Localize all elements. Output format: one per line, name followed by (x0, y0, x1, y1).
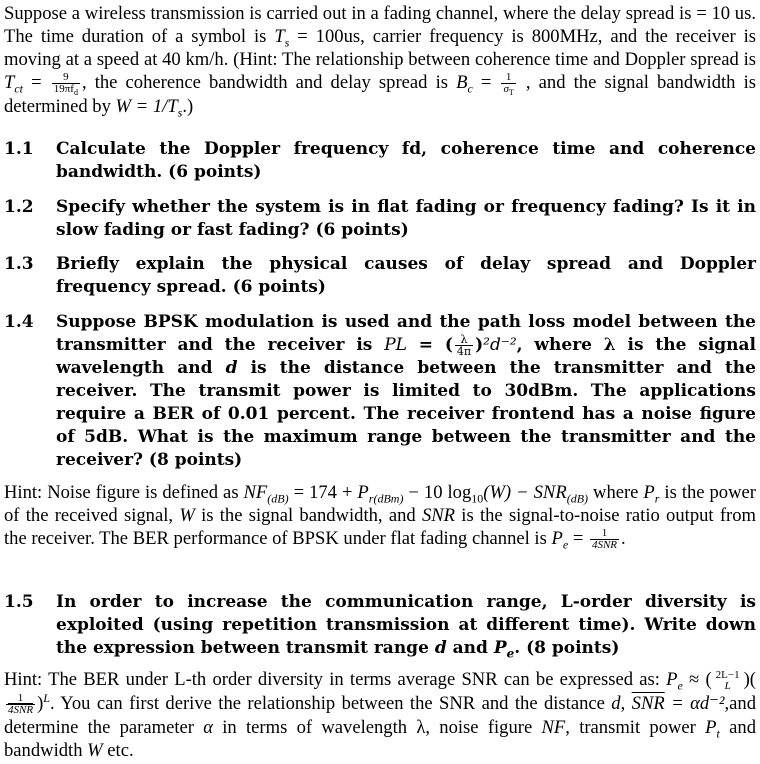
hint-noise-figure (4, 481, 756, 551)
q14-text-b: , where λ is the signal wavelength and (56, 335, 757, 378)
symbol-pr2: P (643, 482, 655, 503)
symbol-d: d (611, 692, 621, 714)
hint2-text-h: and bandwidth (4, 716, 757, 761)
question-number: 1.5 (4, 592, 34, 612)
hint1-text-g: is the signal bandwidth, and (194, 505, 422, 526)
symbol-ts: T (274, 26, 285, 47)
approx-sign: ≈ (682, 669, 706, 690)
tct-fraction-den: 19πf (53, 83, 74, 96)
pl-exponent: ²d⁻² (483, 335, 517, 355)
symbol-pr-sub: r(dBm) (368, 491, 404, 506)
diversity-fraction-num: 1 (6, 693, 35, 705)
symbol-pr: P (357, 482, 369, 503)
q15-text-c: . (8 points) (514, 638, 620, 658)
intro-text-3: , the coherence bandwidth and delay spread is (81, 72, 457, 93)
question-text: Calculate the Doppler frequency fd, coherence time and coherence bandwidth. (6 points) (56, 139, 756, 182)
question-number: 1.3 (4, 254, 34, 274)
symbol-pe-sub: e (506, 646, 515, 661)
symbol-nf: NF (541, 716, 566, 738)
hint2-text-f: in terms of wavelength λ, noise figure (212, 716, 542, 738)
question-1-3 (4, 253, 756, 299)
question-1-5 (4, 591, 756, 660)
question-number: 1.2 (4, 197, 34, 217)
intro-text-1: Suppose a wireless transmission is carried out in a fading channel, where the delay spread is = 10 us. The time duration of a symbol is (4, 3, 756, 47)
hint1-text-d: (W) − SNR (483, 482, 567, 503)
symbol-snr-bar: $\overline{SNR}$ (631, 692, 665, 714)
symbol-w-eq: W = 1/T (115, 96, 178, 118)
hint1-text-e: where (588, 482, 644, 503)
hint2-text-e: ,and determine the parameter (4, 692, 757, 738)
symbol-bc-sub: c (467, 81, 473, 96)
bc-fraction-num: 1 (501, 72, 515, 84)
binomial (714, 670, 742, 692)
binomial-bottom: L (724, 679, 731, 692)
pl-fraction-num: λ (455, 334, 473, 346)
symbol-w: W (179, 505, 195, 526)
tct-fraction (52, 71, 80, 98)
ber-fraction (590, 528, 619, 551)
hint1-text-h: is the signal-to-noise ratio output from the receiver. The BER performance of BPSK under flat fading channel is (4, 505, 756, 549)
q14-text-c: is the distance between the transmitter and the receiver. The transmit power is limited to 30dBm. The applications require a BER of 0.01 percent. The receiver frontend has a noise figure of 5dB. What is the maximum range between the transmitter and the receiver? (8 points) (56, 358, 756, 470)
question-text: Suppose BPSK modulation is used and the path loss model between the transmitter and the receiver is PL = ( $\frac{\lambda}{4\pi}$ )²d⁻², where λ is the signal wavelength and d is the distance between the transmitter and the receiver. The transmit power is limited to 30dBm. The applications require a BER of 0.01 percent. The receiver frontend has a noise figure of 5dB. What is the maximum range between the transmitter and the receiver? (8 points) (56, 312, 757, 470)
symbol-w-sub: s (177, 105, 183, 120)
bc-fraction-den-sub: T (508, 88, 514, 98)
pl-fraction-den: 4π (456, 345, 472, 358)
diversity-fraction (6, 693, 35, 716)
symbol-pe-sub: e (562, 537, 569, 552)
question-text: Specify whether the system is in flat fading or frequency fading? Is it in slow fading or fast fading? (6 points) (56, 197, 756, 240)
pl-fraction (455, 334, 473, 357)
symbol-d: d (225, 358, 238, 378)
intro-text-5: .) (182, 96, 194, 118)
hint-diversity: Hint: The BER under L-th order diversity in terms average SNR can be expressed as: $P_e$ ≈ ( 2L−1 L )( $\frac{1}{\text{4SNR}}$ )$^L$. You can first derive the relationship between the SNR and the distance d, $\overline{SNR} = \alpha d^{-2},and$ determine the parameter α in terms of wavelength λ, noise figure NF, transmit power $P_t$ and bandwidth W etc. (4, 668, 757, 761)
question-1-4 (4, 311, 756, 472)
symbol-nf: NF (243, 482, 268, 503)
question-1-1 (4, 138, 756, 184)
symbol-snr: SNR (421, 505, 456, 526)
symbol-nf-sub: (dB) (267, 491, 289, 506)
hint1-text-c: − 10 log (403, 482, 472, 503)
hint1-text-a: Hint: Noise figure is defined as (4, 482, 244, 503)
symbol-pr2-sub: r (654, 491, 660, 506)
q14-text-a: Suppose BPSK modulation is used and the path loss model between the transmitter and the receiver is (56, 312, 756, 355)
intro-text-4: , and the signal bandwidth is determined by (4, 72, 756, 118)
question-number: 1.4 (4, 312, 34, 332)
question-1-2 (4, 196, 756, 242)
hint2-text-g: , transmit power (565, 716, 706, 738)
binomial-top: 2L−1 (715, 668, 740, 681)
problem-statement: Suppose a wireless transmission is carried out in a fading channel, where the delay spread is = 10 us. The time duration of a symbol is $T_s = 100us$, carrier frequency is 800MHz, and the receiver is moving at a speed at 40 km/h. (Hint: The relationship between coherence time and Doppler spread is $T_{ct}$ = $\frac{9}{19\pi f_d}$ , the coherence bandwidth and delay spread is $B_c$ = $\frac{1}{\sigma_T}$ , and the signal bandwidth is determined by $W = 1/T_s$.) (4, 3, 756, 120)
hint1-text-f: is the power of the received signal, (4, 482, 756, 526)
symbol-snr-sub: (dB) (566, 491, 589, 506)
q15-text-a: In order to increase the communication range, L-order diversity is exploited (using repetition transmission at different time). Write down the expression between transmit range (56, 592, 756, 658)
symbol-pe: P (551, 528, 563, 549)
hint2-text-b: . You can first derive the relationship between the SNR and the distance (49, 692, 612, 714)
log-base: 10 (471, 491, 484, 506)
symbol-tct-sub: ct (14, 81, 24, 96)
symbol-pt-sub: t (716, 726, 720, 741)
tct-fraction-num: 9 (52, 72, 80, 84)
ber-fraction-num: 1 (590, 528, 619, 540)
intro-text-2: = 100us, carrier frequency is 800MHz, and the receiver is moving at a speed at 40 km/h. (Hint: The relationship between coherence time and Doppler spread is (4, 26, 756, 70)
hint2-text-a: Hint: The BER under L-th order diversity in terms average SNR can be expressed as: (4, 669, 667, 690)
symbol-d: d (434, 638, 447, 658)
symbol-pe-sub: e (677, 678, 683, 693)
hint1-text-j: . (621, 528, 626, 549)
snr-distance-relation: = αd⁻² (664, 692, 725, 714)
hint1-text-i: = (568, 528, 588, 549)
symbol-pe: P (493, 638, 507, 658)
hint2-text-i: etc. (102, 739, 134, 761)
hint1-text-b: = 174 + (288, 482, 358, 503)
ber-fraction-den: 4SNR (591, 539, 618, 552)
symbol-pe: P (666, 669, 678, 690)
question-number: 1.1 (4, 139, 34, 159)
symbol-tct: T (4, 72, 15, 93)
question-text (56, 591, 756, 660)
tct-fraction-den-sub: d (73, 88, 78, 98)
hint2-text-c: , (620, 692, 632, 714)
symbol-pl: PL (384, 335, 407, 355)
symbol-ts-sub: s (284, 35, 290, 50)
question-text: Briefly explain the physical causes of delay spread and Doppler frequency spread. (6 points) (56, 254, 756, 297)
bc-fraction (501, 71, 515, 98)
symbol-w: W (87, 739, 103, 761)
symbol-pt: P (705, 716, 717, 738)
diversity-fraction-den: 4SNR (8, 703, 34, 716)
diversity-exponent: L (43, 690, 50, 705)
symbol-alpha: α (203, 716, 213, 738)
symbol-bc: B (456, 72, 468, 93)
q15-text-b: and (446, 638, 494, 658)
bc-fraction-den: σ (503, 83, 509, 96)
